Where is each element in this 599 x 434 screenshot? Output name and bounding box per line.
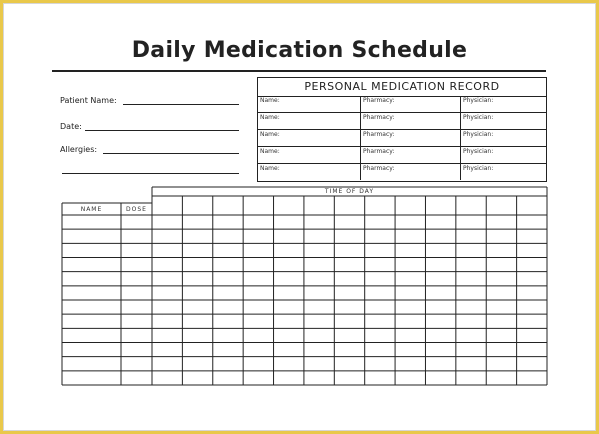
date-label: Date: [60, 122, 82, 131]
record-name-cell[interactable]: Name: [260, 148, 280, 155]
name-column-header: NAME [80, 206, 103, 213]
record-name-cell[interactable]: Name: [260, 114, 280, 121]
patient-name-label: Patient Name: [60, 96, 117, 105]
record-pharmacy-cell[interactable]: Pharmacy: [360, 113, 460, 129]
page-title: Daily Medication Schedule [131, 38, 468, 63]
record-name-cell[interactable]: Name: [260, 97, 280, 104]
record-name-cell[interactable]: Name: [260, 131, 280, 138]
record-pharmacy-cell[interactable]: Pharmacy: [360, 147, 460, 163]
record-physician-cell[interactable]: Physician: [460, 147, 546, 163]
record-pharmacy-cell[interactable]: Pharmacy: [360, 164, 460, 180]
dose-column-header: DOSE [126, 206, 147, 213]
record-physician-cell[interactable]: Physician: [460, 113, 546, 129]
record-physician-cell[interactable]: Physician: [460, 164, 546, 180]
record-name-cell[interactable]: Name: [260, 165, 280, 172]
record-pharmacy-cell[interactable]: Pharmacy: [360, 130, 460, 146]
record-pharmacy-cell[interactable]: Pharmacy: [360, 96, 460, 112]
record-title: PERSONAL MEDICATION RECORD [258, 78, 546, 97]
allergies-label: Allergies: [60, 145, 98, 154]
time-of-day-header: TIME OF DAY [324, 188, 375, 195]
record-physician-cell[interactable]: Physician: [460, 130, 546, 146]
record-physician-cell[interactable]: Physician: [460, 96, 546, 112]
